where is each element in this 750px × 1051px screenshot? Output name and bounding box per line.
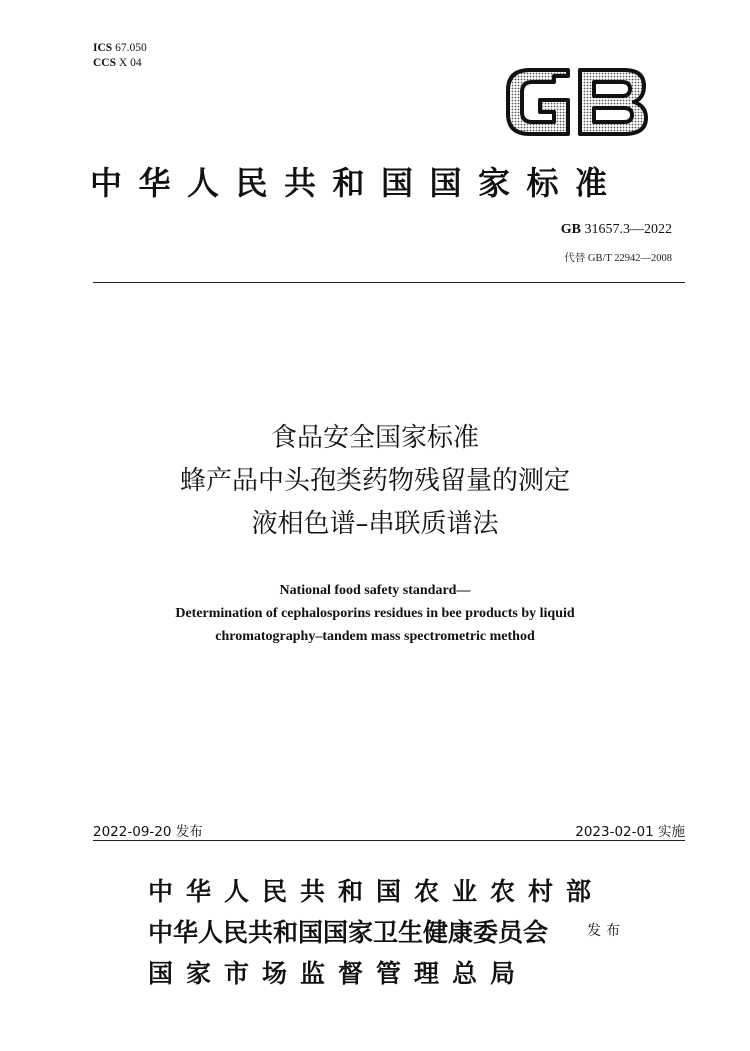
standard-number: [561, 222, 672, 238]
ics-code: ICS 67.050: [93, 42, 147, 54]
standard-number-value: 31657.3—2022: [584, 222, 672, 237]
issued-by-label: 发布: [587, 923, 625, 939]
logo-letter-b: [580, 70, 646, 134]
release-date: 2022-09-20 发布: [93, 824, 203, 840]
issuer-samr: 国家市场监督管理总局: [148, 959, 529, 988]
header-divider: [93, 282, 685, 283]
classification-codes: [93, 41, 147, 71]
title-cn-line-3: 液相色谱–串联质谱法: [251, 509, 499, 539]
implement-date: 2023-02-01 实施: [575, 824, 685, 840]
title-cn-line-1: 食品安全国家标准: [270, 423, 479, 453]
gb-logo: [502, 66, 650, 138]
title-en-line-1: National food safety standard—: [279, 583, 471, 598]
footer-divider: [93, 840, 685, 841]
title-cn-line-2: 蜂产品中头孢类药物残留量的测定: [179, 466, 570, 496]
title-en-line-3: chromatography–tandem mass spectrometric method: [215, 629, 535, 644]
ccs-code: CCS X 04: [93, 57, 142, 69]
standard-type-title: 中华人民共和国国家标准: [90, 164, 624, 202]
issuer-nhc: 中华人民共和国国家卫生健康委员会: [148, 918, 549, 947]
replaces-standard: 代替 GB/T 22942—2008: [564, 253, 672, 264]
title-en-line-2: Determination of cephalosporins residues in bee products by liquid: [175, 606, 575, 621]
issuer-moa: 中华人民共和国农业农村部: [148, 877, 605, 906]
standard-number-prefix: GB: [560, 222, 581, 237]
logo-letter-g: [508, 70, 568, 134]
